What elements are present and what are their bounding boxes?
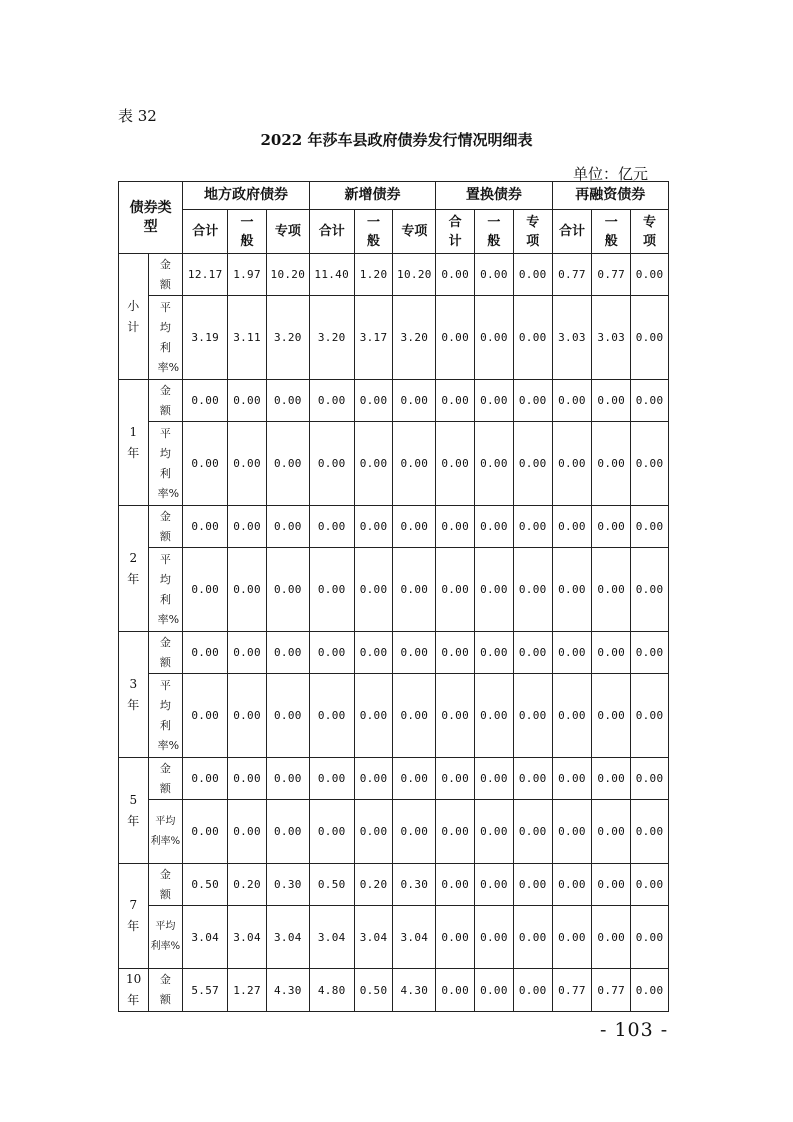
amount-cell: 0.20 — [228, 864, 267, 906]
term-category-cell: 3年 — [119, 632, 149, 758]
rate-cell: 3.04 — [228, 906, 267, 969]
rate-cell: 0.00 — [266, 422, 309, 506]
amount-cell: 0.00 — [552, 506, 592, 548]
term-category-cell: 2年 — [119, 506, 149, 632]
amount-cell: 0.00 — [513, 969, 552, 1012]
amount-cell: 0.00 — [475, 254, 514, 296]
rate-cell: 0.00 — [309, 548, 354, 632]
metric-label-rate: 平均利率% — [148, 906, 183, 969]
document-title: 2022 年莎车县政府债券发行情况明细表 — [260, 131, 533, 149]
rate-cell: 0.00 — [393, 800, 436, 864]
table-row — [119, 800, 669, 864]
metric-label-rate: 平均利率% — [148, 674, 183, 758]
amount-cell: 10.20 — [266, 254, 309, 296]
table-row — [119, 548, 669, 632]
rate-cell: 0.00 — [228, 800, 267, 864]
amount-cell: 0.00 — [228, 380, 267, 422]
amount-cell: 0.00 — [183, 632, 228, 674]
rate-cell: 0.00 — [552, 548, 592, 632]
rate-cell: 0.00 — [436, 422, 475, 506]
rate-cell: 3.04 — [309, 906, 354, 969]
term-category-cell: 7年 — [119, 864, 149, 969]
amount-cell: 12.17 — [183, 254, 228, 296]
amount-cell: 0.00 — [475, 758, 514, 800]
rate-cell: 0.00 — [552, 422, 592, 506]
amount-cell: 0.00 — [228, 758, 267, 800]
amount-cell: 0.00 — [436, 632, 475, 674]
amount-cell: 0.00 — [393, 506, 436, 548]
amount-cell: 0.00 — [592, 506, 631, 548]
amount-cell: 0.00 — [393, 632, 436, 674]
amount-cell: 0.00 — [309, 506, 354, 548]
rate-cell: 0.00 — [228, 422, 267, 506]
bond-issuance-table — [118, 181, 669, 1012]
rate-cell: 0.00 — [354, 674, 393, 758]
column-sub-header: 专项 — [393, 210, 436, 254]
rate-cell: 0.00 — [266, 548, 309, 632]
amount-cell: 0.00 — [592, 380, 631, 422]
amount-cell: 0.00 — [354, 758, 393, 800]
metric-label-amount: 金额 — [148, 758, 183, 800]
rate-cell: 0.00 — [266, 674, 309, 758]
amount-cell: 0.77 — [592, 254, 631, 296]
amount-cell: 0.00 — [436, 254, 475, 296]
table-row — [119, 758, 669, 800]
column-sub-header: 合计 — [436, 210, 475, 254]
rate-cell: 3.20 — [266, 296, 309, 380]
rate-cell: 0.00 — [631, 422, 669, 506]
column-sub-header: 专项 — [513, 210, 552, 254]
amount-cell: 1.97 — [228, 254, 267, 296]
rate-cell: 0.00 — [552, 800, 592, 864]
rate-cell: 0.00 — [309, 674, 354, 758]
amount-cell: 10.20 — [393, 254, 436, 296]
amount-cell: 0.00 — [228, 632, 267, 674]
page-number: - 103 - — [600, 1019, 669, 1041]
amount-cell: 0.00 — [631, 864, 669, 906]
amount-cell: 0.00 — [309, 632, 354, 674]
amount-cell: 0.00 — [266, 380, 309, 422]
amount-cell: 0.00 — [631, 506, 669, 548]
rate-cell: 0.00 — [309, 422, 354, 506]
column-sub-header: 一般 — [592, 210, 631, 254]
metric-label-amount: 金额 — [148, 506, 183, 548]
amount-cell: 0.00 — [354, 380, 393, 422]
rate-cell: 3.20 — [309, 296, 354, 380]
rate-cell: 0.00 — [631, 906, 669, 969]
column-sub-header: 合计 — [552, 210, 592, 254]
column-sub-header: 专项 — [266, 210, 309, 254]
amount-cell: 0.00 — [475, 632, 514, 674]
rate-cell: 0.00 — [475, 296, 514, 380]
rate-cell: 0.00 — [475, 674, 514, 758]
amount-cell: 0.00 — [266, 506, 309, 548]
rate-cell: 3.04 — [183, 906, 228, 969]
column-sub-header: 一般 — [228, 210, 267, 254]
table-row — [119, 864, 669, 906]
term-category-cell: 1年 — [119, 380, 149, 506]
rate-cell: 0.00 — [228, 674, 267, 758]
amount-cell: 0.77 — [592, 969, 631, 1012]
amount-cell: 0.00 — [183, 758, 228, 800]
rate-cell: 0.00 — [436, 296, 475, 380]
amount-cell: 0.00 — [592, 632, 631, 674]
amount-cell: 0.50 — [309, 864, 354, 906]
amount-cell: 0.00 — [436, 864, 475, 906]
rate-cell: 3.04 — [393, 906, 436, 969]
amount-cell: 0.00 — [631, 380, 669, 422]
rate-cell: 0.00 — [309, 800, 354, 864]
rate-cell: 0.00 — [393, 422, 436, 506]
amount-cell: 0.00 — [592, 864, 631, 906]
rate-cell: 0.00 — [631, 296, 669, 380]
rate-cell: 0.00 — [513, 906, 552, 969]
amount-cell: 0.00 — [513, 506, 552, 548]
rate-cell: 0.00 — [552, 674, 592, 758]
amount-cell: 0.00 — [592, 758, 631, 800]
rate-cell: 0.00 — [183, 674, 228, 758]
amount-cell: 0.00 — [436, 969, 475, 1012]
column-sub-header: 专项 — [631, 210, 669, 254]
table-label: 表 32 — [118, 107, 157, 125]
amount-cell: 0.00 — [552, 864, 592, 906]
rate-cell: 3.11 — [228, 296, 267, 380]
amount-cell: 0.00 — [393, 380, 436, 422]
amount-cell: 0.30 — [393, 864, 436, 906]
rate-cell: 0.00 — [475, 906, 514, 969]
amount-cell: 4.30 — [266, 969, 309, 1012]
amount-cell: 1.20 — [354, 254, 393, 296]
metric-label-rate: 平均利率% — [148, 296, 183, 380]
metric-label-rate: 平均利率% — [148, 548, 183, 632]
amount-cell: 0.50 — [183, 864, 228, 906]
amount-cell: 0.00 — [475, 506, 514, 548]
amount-cell: 0.00 — [513, 380, 552, 422]
amount-cell: 0.00 — [266, 758, 309, 800]
column-sub-header: 一般 — [354, 210, 393, 254]
amount-cell: 0.00 — [436, 506, 475, 548]
column-sub-header: 一般 — [475, 210, 514, 254]
rate-cell: 0.00 — [631, 800, 669, 864]
amount-cell: 0.00 — [354, 506, 393, 548]
rate-cell: 0.00 — [592, 548, 631, 632]
amount-cell: 0.00 — [436, 758, 475, 800]
table-row — [119, 969, 669, 1012]
rate-cell: 0.00 — [592, 800, 631, 864]
amount-cell: 0.77 — [552, 254, 592, 296]
rate-cell: 3.17 — [354, 296, 393, 380]
amount-cell: 0.00 — [631, 254, 669, 296]
rate-cell: 0.00 — [513, 296, 552, 380]
amount-cell: 0.00 — [309, 758, 354, 800]
rate-cell: 0.00 — [436, 800, 475, 864]
amount-cell: 5.57 — [183, 969, 228, 1012]
rate-cell: 0.00 — [592, 906, 631, 969]
rate-cell: 0.00 — [354, 800, 393, 864]
rate-cell: 3.03 — [592, 296, 631, 380]
amount-cell: 0.00 — [475, 864, 514, 906]
metric-label-rate: 平均利率% — [148, 422, 183, 506]
rate-cell: 0.00 — [436, 674, 475, 758]
rate-cell: 3.04 — [354, 906, 393, 969]
rate-cell: 3.20 — [393, 296, 436, 380]
amount-cell: 0.00 — [266, 632, 309, 674]
amount-cell: 0.00 — [393, 758, 436, 800]
rate-cell: 0.00 — [592, 422, 631, 506]
amount-cell: 0.00 — [183, 380, 228, 422]
column-group-header: 新增债券 — [309, 182, 436, 210]
amount-cell: 0.00 — [513, 254, 552, 296]
amount-cell: 0.00 — [436, 380, 475, 422]
rate-cell: 0.00 — [475, 800, 514, 864]
metric-label-amount: 金额 — [148, 254, 183, 296]
table-row — [119, 422, 669, 506]
rate-cell: 0.00 — [631, 674, 669, 758]
rate-cell: 0.00 — [513, 548, 552, 632]
amount-cell: 4.80 — [309, 969, 354, 1012]
rate-cell: 0.00 — [592, 674, 631, 758]
table-row — [119, 296, 669, 380]
amount-cell: 0.77 — [552, 969, 592, 1012]
amount-cell: 0.00 — [631, 969, 669, 1012]
amount-cell: 0.00 — [354, 632, 393, 674]
amount-cell: 11.40 — [309, 254, 354, 296]
rate-cell: 0.00 — [354, 422, 393, 506]
unit-label: 单位：亿元 — [573, 165, 649, 183]
term-category-cell: 10年 — [119, 969, 149, 1012]
amount-cell: 0.00 — [552, 380, 592, 422]
column-group-header: 再融资债券 — [552, 182, 668, 210]
table-row — [119, 674, 669, 758]
amount-cell: 0.00 — [513, 758, 552, 800]
corner-header: 债券类型 — [119, 182, 183, 254]
rate-cell: 0.00 — [354, 548, 393, 632]
amount-cell: 0.00 — [513, 632, 552, 674]
rate-cell: 0.00 — [183, 548, 228, 632]
metric-label-amount: 金额 — [148, 380, 183, 422]
metric-label-amount: 金额 — [148, 864, 183, 906]
table-row — [119, 254, 669, 296]
amount-cell: 1.27 — [228, 969, 267, 1012]
rate-cell: 0.00 — [513, 800, 552, 864]
rate-cell: 0.00 — [513, 422, 552, 506]
amount-cell: 0.00 — [513, 864, 552, 906]
amount-cell: 0.00 — [552, 758, 592, 800]
rate-cell: 3.04 — [266, 906, 309, 969]
metric-label-rate: 平均利率% — [148, 800, 183, 864]
amount-cell: 0.00 — [475, 969, 514, 1012]
term-category-cell: 小计 — [119, 254, 149, 380]
amount-cell: 0.20 — [354, 864, 393, 906]
rate-cell: 0.00 — [513, 674, 552, 758]
amount-cell: 0.00 — [631, 632, 669, 674]
rate-cell: 3.19 — [183, 296, 228, 380]
rate-cell: 0.00 — [436, 906, 475, 969]
rate-cell: 0.00 — [393, 674, 436, 758]
amount-cell: 0.00 — [183, 506, 228, 548]
column-sub-header: 合计 — [183, 210, 228, 254]
rate-cell: 0.00 — [228, 548, 267, 632]
rate-cell: 0.00 — [552, 906, 592, 969]
metric-label-amount: 金额 — [148, 969, 183, 1012]
rate-cell: 0.00 — [266, 800, 309, 864]
rate-cell: 0.00 — [475, 422, 514, 506]
column-sub-header: 合计 — [309, 210, 354, 254]
rate-cell: 0.00 — [436, 548, 475, 632]
amount-cell: 0.30 — [266, 864, 309, 906]
column-group-header: 置换债券 — [436, 182, 552, 210]
amount-cell: 0.00 — [552, 632, 592, 674]
rate-cell: 0.00 — [183, 800, 228, 864]
amount-cell: 4.30 — [393, 969, 436, 1012]
table-row — [119, 506, 669, 548]
term-category-cell: 5年 — [119, 758, 149, 864]
amount-cell: 0.00 — [631, 758, 669, 800]
amount-cell: 0.00 — [228, 506, 267, 548]
column-group-header: 地方政府债券 — [183, 182, 310, 210]
rate-cell: 0.00 — [183, 422, 228, 506]
amount-cell: 0.00 — [309, 380, 354, 422]
table-row — [119, 380, 669, 422]
rate-cell: 0.00 — [393, 548, 436, 632]
amount-cell: 0.00 — [475, 380, 514, 422]
table-row — [119, 632, 669, 674]
table-row — [119, 906, 669, 969]
metric-label-amount: 金额 — [148, 632, 183, 674]
rate-cell: 0.00 — [631, 548, 669, 632]
rate-cell: 0.00 — [475, 548, 514, 632]
rate-cell: 3.03 — [552, 296, 592, 380]
amount-cell: 0.50 — [354, 969, 393, 1012]
